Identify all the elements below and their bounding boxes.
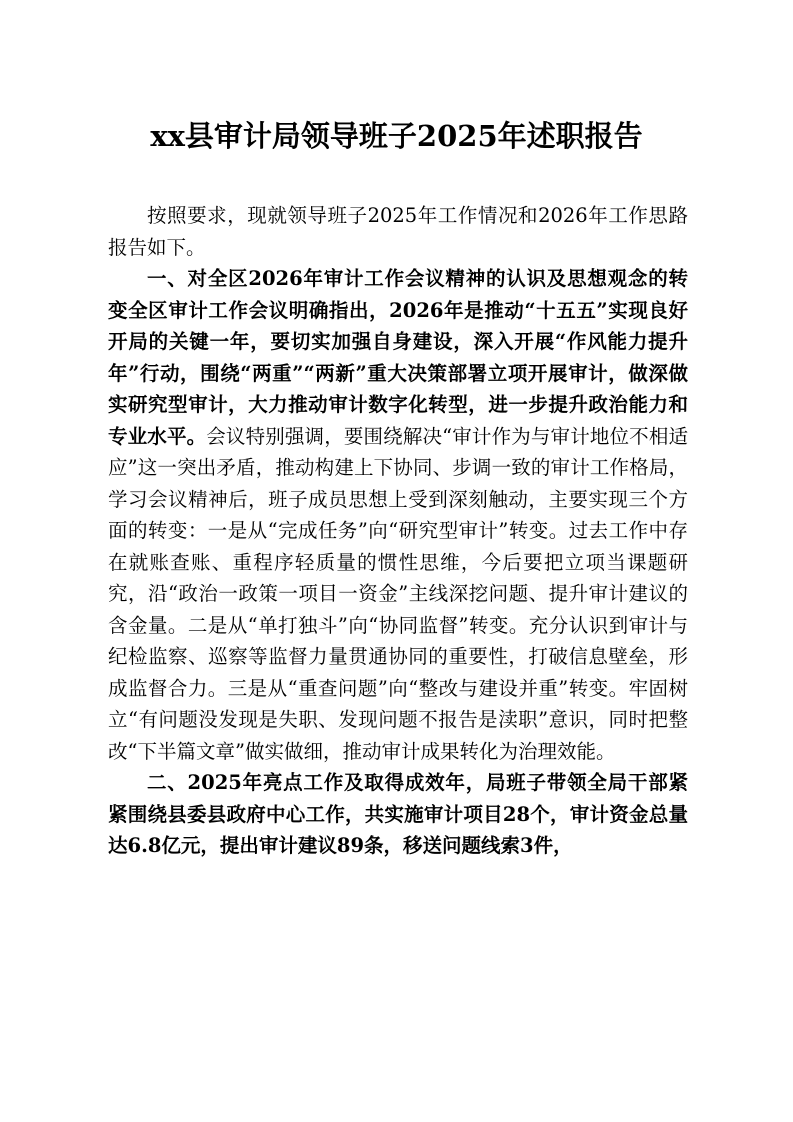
paragraph-section-two <box>108 767 688 862</box>
section-two-heading: 二、2025年亮点工作及取得成效年，局班子带领全局干部紧紧围绕县委县政府中心工作，共实施审计项目28个，审计资金总量达6.8亿元，提出审计建议89条，移送问题线索3件， <box>108 771 688 857</box>
document-title: xx县审计局领导班子2025年述职报告 <box>150 119 643 153</box>
paragraph-intro-text: 按照要求，现就领导班子2025年工作情况和2026年工作思路报告如下。 <box>108 204 688 259</box>
section-one-heading: 一、对全区2026年审计工作会议精神的认识及思想观念的转变全区审计工作会议明确指出，2026年是推动“十五五”实现良好开局的关键一年，要切实加强自身建设，深入开展“作风能力提升年”行动，围绕“两重”“两新”重大决策部署立项开展审计，做深做实研究型审计，大力推动审计数字化转型，进一步提升政治能力和专业水平。 <box>108 267 688 448</box>
paragraph-intro <box>108 200 688 263</box>
section-one-text: 会议特别强调，要围绕解决“审计作为与审计地位不相适应”这一突出矛盾，推动构建上下协同、步调一致的审计工作格局，学习会议精神后，班子成员思想上受到深刻触动，主要实现三个方面的转变：一是从“完成任务”向“研究型审计”转变。过去工作中存在就账查账、重程序轻质量的惯性思维，今后要把立项当课题研究，沿“政治一政策一项目一资金”主线深挖问题、提升审计建议的含金量。二是从“单打独斗”向“协同监督”转变。充分认识到审计与纪检监察、巡察等监督力量贯通协同的重要性，打破信息壁垒，形成监督合力。三是从“重查问题”向“整改与建设并重”转变。牢固树立“有问题没发现是失职、发现问题不报告是渎职”意识，同时把整改“下半篇文章”做实做细，推动审计成果转化为治理效能。 <box>108 424 688 763</box>
paragraph-section-one <box>108 263 688 767</box>
document-body <box>108 200 688 862</box>
